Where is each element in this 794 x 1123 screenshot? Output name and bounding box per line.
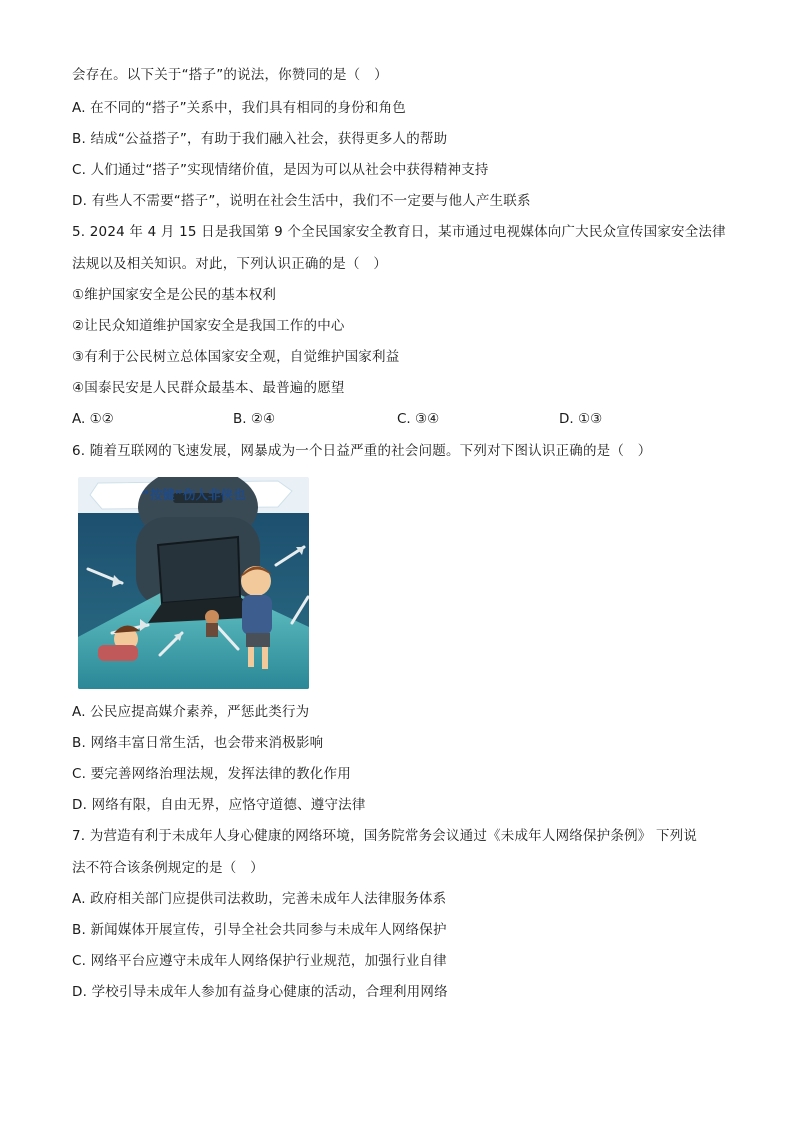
q4-stem-end: 会存在。以下关于“搭子”的说法，你赞同的是（ ） (72, 67, 388, 83)
q7-option-c: C. 网络平台应遵守未成年人网络保护行业规范，加强行业自律 (72, 953, 447, 969)
q5-stem-line2: 法规以及相关知识。对此，下列认识正确的是（ ） (72, 256, 388, 272)
q6-option-d: D. 网络有限，自由无界，应恪守道德、遵守法律 (72, 797, 366, 813)
q5-choice-d: D. ①③ (559, 411, 603, 427)
q4-option-b: B. 结成“公益搭子”，有助于我们融入社会，获得更多人的帮助 (72, 131, 448, 147)
q7-stem-line2: 法不符合该条例规定的是（ ） (72, 860, 264, 876)
q6-option-b: B. 网络丰富日常生活，也会带来消极影响 (72, 735, 324, 751)
q5-statement-1: ①维护国家安全是公民的基本权利 (72, 287, 277, 303)
q7-option-a: A. 政府相关部门应提供司法救助，完善未成年人法律服务体系 (72, 891, 447, 907)
q6-option-a: A. 公民应提高媒介素养，严惩此类行为 (72, 704, 310, 720)
q4-option-a: A. 在不同的“搭子”关系中，我们具有相同的身份和角色 (72, 100, 406, 116)
q7-option-b: B. 新闻媒体开展宣传，引导全社会共同参与未成年人网络保护 (72, 922, 447, 938)
q4-option-d: D. 有些人不需要“搭子”，说明在社会生活中，我们不一定要与他人产生联系 (72, 193, 531, 209)
q7-stem-line1: 7. 为营造有利于未成年人身心健康的网络环境，国务院常务会议通过《未成年人网络保护条例》 下列说 (72, 828, 698, 844)
q5-choices (72, 410, 712, 430)
q5-statement-4: ④国泰民安是人民群众最基本、最普遍的愿望 (72, 380, 345, 396)
q5-choice-a: A. ①② (72, 411, 114, 427)
q5-statement-3: ③有利于公民树立总体国家安全观，自觉维护国家利益 (72, 349, 400, 365)
q5-choice-b: B. ②④ (233, 411, 276, 427)
q5-statement-2: ②让民众知道维护国家安全是我国工作的中心 (72, 318, 345, 334)
q7-option-d: D. 学校引导未成年人参加有益身心健康的活动，合理利用网络 (72, 984, 448, 1000)
cartoon-caption: “按键”伤人非侠也 (141, 487, 246, 502)
q6-stem: 6. 随着互联网的飞速发展，网暴成为一个日益严重的社会问题。下列对下图认识正确的是（ ） (72, 443, 652, 459)
q4-option-c: C. 人们通过“搭子”实现情绪价值，是因为可以从社会中获得精神支持 (72, 162, 489, 178)
q6-option-c: C. 要完善网络治理法规，发挥法律的教化作用 (72, 766, 351, 782)
q5-choice-c: C. ③④ (397, 411, 440, 427)
q5-stem-line1: 5. 2024 年 4 月 15 日是我国第 9 个全民国家安全教育日，某市通过电视媒体向广大民众宣传国家安全法律 (72, 224, 726, 240)
cyberbullying-cartoon (78, 477, 309, 689)
